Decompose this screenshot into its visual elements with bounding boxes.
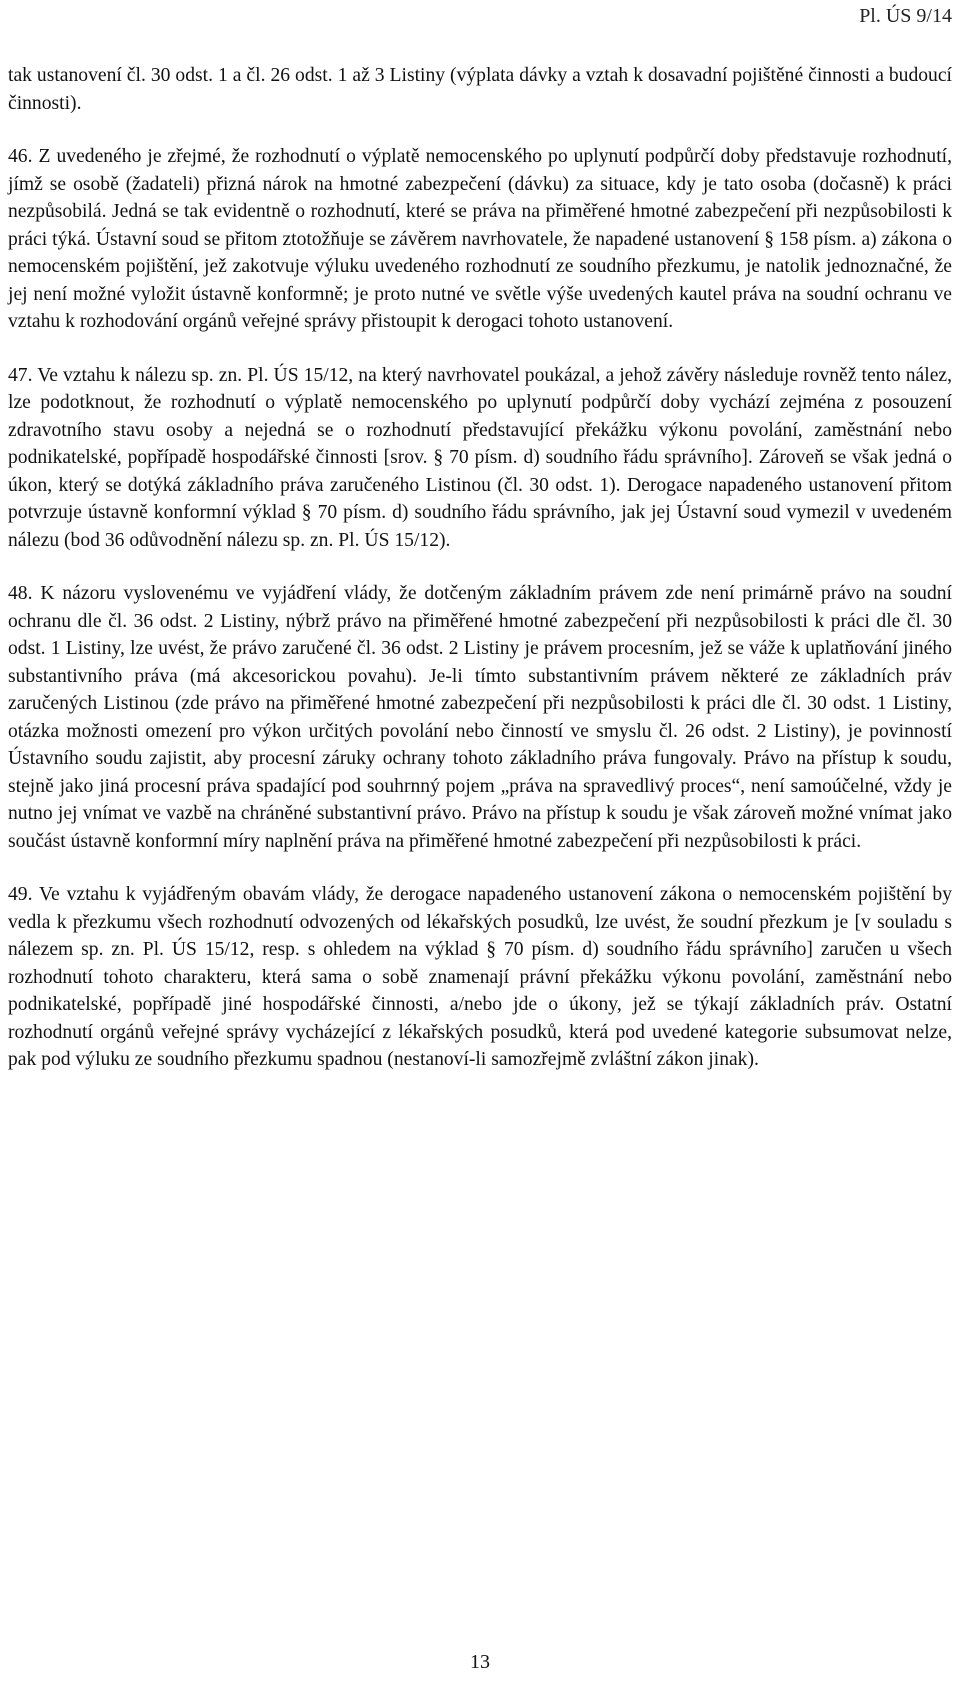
paragraph-46: 46. Z uvedeného je zřejmé, že rozhodnutí o výplatě nemocenského po uplynutí podpůrčí doby představuje rozhodnutí, jímž se osobě (žadateli) přizná nárok na hmotné zabezpečení (dávku) za situace, kdy je tato osoba (dočasně) k práci nezpůsobilá. Jedná se tak evidentně o rozhodnutí, které se práva na přiměřené hmotné zabezpečení při nezpůsobilosti k práci týká. Ústavní soud se přitom ztotožňuje se závěrem navrhovatele, že napadené ustanovení § 158 písm. a) zákona o nemocenském pojištění, jež zakotvuje výluku uvedeného rozhodnutí ze soudního přezkumu, je natolik jednoznačné, že jej není možné vyložit ústavně konformně; je proto nutné ve světle výše uvedených kautel práva na soudní ochranu ve vztahu k rozhodování orgánů veřejné správy přistoupit k derogaci tohoto ustanovení. — [8, 146, 952, 332]
paragraph-48: 48. K názoru vyslovenému ve vyjádření vlády, že dotčeným základním právem zde není primárně právo na soudní ochranu dle čl. 36 odst. 2 Listiny, nýbrž právo na přiměřené hmotné zabezpečení při nezpůsobilosti k práci dle čl. 30 odst. 1 Listiny, lze uvést, že právo zaručené čl. 36 odst. 2 Listiny je právem procesním, jež se váže k uplatňování jiného substantivního práva (má akcesorickou povahu). Je-li tímto substantivním právem některé ze základních práv zaručených Listinou (zde právo na přiměřené hmotné zabezpečení při nezpůsobilosti k práci dle čl. 30 odst. 1 Listiny, otázka možnosti omezení pro výkon určitých povolání nebo činností ve smyslu čl. 26 odst. 2 Listiny), je povinností Ústavního soudu zajistit, aby procesní záruky ochrany tohoto základního práva fungovaly. Právo na přístup k soudu, stejně jako jiná procesní práva spadající pod souhrnný pojem „práva na spravedlivý proces“, není samoúčelné, vždy je nutno jej vnímat ve vazbě na chráněné substantivní právo. Právo na přístup k soudu je však zároveň možné vnímat jako součást ústavně konformní míry naplnění práva na přiměřené hmotné zabezpečení při nezpůsobilosti k práci. — [8, 583, 952, 852]
paragraph-47: 47. Ve vztahu k nálezu sp. zn. Pl. ÚS 15/12, na který navrhovatel poukázal, a jehož závěry následuje rovněž tento nález, lze podotknout, že rozhodnutí o výplatě nemocenského po uplynutí podpůrčí doby vychází zejména z posouzení zdravotního stavu osoby a nejedná se o rozhodnutí představující překážku výkonu povolání, zaměstnání nebo podnikatelské, popřípadě hospodářské činnosti [srov. § 70 písm. d) soudního řádu správního]. Zároveň se však jedná o úkon, který se dotýká základního práva zaručeného Listinou (čl. 30 odst. 1). Derogace napadeného ustanovení přitom potvrzuje ústavně konformní výklad § 70 písm. d) soudního řádu správního, jak jej Ústavní soud vymezil v uvedeném nálezu (bod 36 odůvodnění nálezu sp. zn. Pl. ÚS 15/12). — [8, 364, 952, 551]
paragraph-49: 49. Ve vztahu k vyjádřeným obavám vlády, že derogace napadeného ustanovení zákona o nemocenském pojištění by vedla k přezkumu všech rozhodnutí odvozených od lékařských posudků, lze uvést, že soudní přezkum je [v souladu s nálezem sp. zn. Pl. ÚS 15/12, resp. s ohledem na výklad § 70 písm. d) soudního řádu správního] zaručen u všech rozhodnutí tohoto charakteru, která sama o sobě znamenají právní překážku výkonu povolání, zaměstnání nebo podnikatelské, popřípadě jiné hospodářské činnosti, a/nebo jde o úkony, jež se týkají základních práv. Ostatní rozhodnutí orgánů veřejné správy vycházející z lékařských posudků, která pod uvedené kategorie subsumovat nelze, pak pod výluku ze soudního přezkumu spadnou (nestanoví-li samozřejmě zvláštní zákon jinak). — [8, 884, 952, 1070]
paragraph-continuation: tak ustanovení čl. 30 odst. 1 a čl. 26 odst. 1 až 3 Listiny (výplata dávky a vztah k dosavadní pojištěné činnosti a budoucí činnosti). — [8, 65, 952, 114]
page-number: 13 — [470, 1651, 490, 1673]
document-body — [8, 62, 952, 1100]
document-reference: Pl. ÚS 9/14 — [859, 5, 952, 27]
